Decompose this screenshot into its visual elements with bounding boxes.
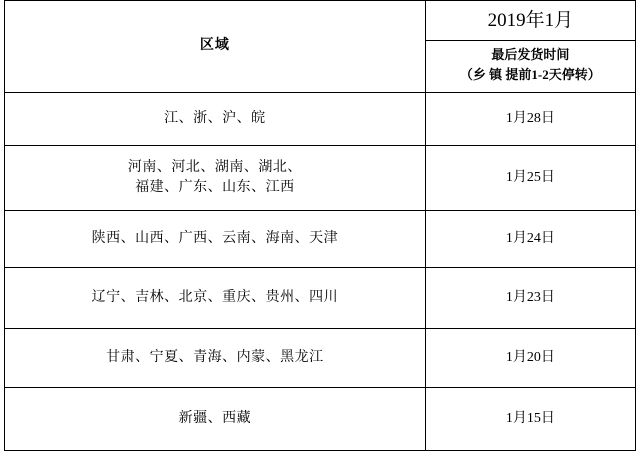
header-cell-date xyxy=(425,1,635,93)
region-line: 福建、广东、山东、江西 xyxy=(135,180,295,196)
header-month-title: 2019年1月 xyxy=(426,1,635,41)
table-row xyxy=(5,93,636,146)
region-cell xyxy=(5,211,426,268)
table-row xyxy=(5,211,636,268)
date-cell: 1月20日 xyxy=(425,329,635,388)
date-cell: 1月23日 xyxy=(425,268,635,329)
table-header-row xyxy=(5,1,636,93)
date-cell: 1月24日 xyxy=(425,211,635,268)
shipping-schedule-table xyxy=(4,0,636,451)
region-line: 甘肃、宁夏、青海、内蒙、黑龙江 xyxy=(106,349,324,365)
region-cell xyxy=(5,329,426,388)
date-cell: 1月25日 xyxy=(425,146,635,211)
header-subtitle xyxy=(426,41,635,93)
table-row xyxy=(5,388,636,451)
table-row xyxy=(5,146,636,211)
header-subtitle-line1: 最后发货时间 xyxy=(491,46,570,62)
table-row xyxy=(5,268,636,329)
region-cell xyxy=(5,146,426,211)
region-cell xyxy=(5,93,426,146)
region-line: 辽宁、吉林、北京、重庆、贵州、四川 xyxy=(91,289,339,305)
region-line: 新疆、西藏 xyxy=(178,410,252,426)
header-cell-region xyxy=(5,1,426,93)
region-line: 河南、河北、湖南、湖北、 xyxy=(127,159,302,175)
region-line: 江、浙、沪、皖 xyxy=(164,110,266,126)
region-cell xyxy=(5,268,426,329)
date-cell: 1月28日 xyxy=(425,93,635,146)
header-region-label: 区域 xyxy=(199,38,230,54)
header-subtitle-line2: （乡 镇 提前1-2天停转） xyxy=(459,67,601,83)
table-row xyxy=(5,329,636,388)
region-line: 陕西、山西、广西、云南、海南、天津 xyxy=(91,230,339,246)
region-cell xyxy=(5,388,426,451)
date-cell: 1月15日 xyxy=(425,388,635,451)
